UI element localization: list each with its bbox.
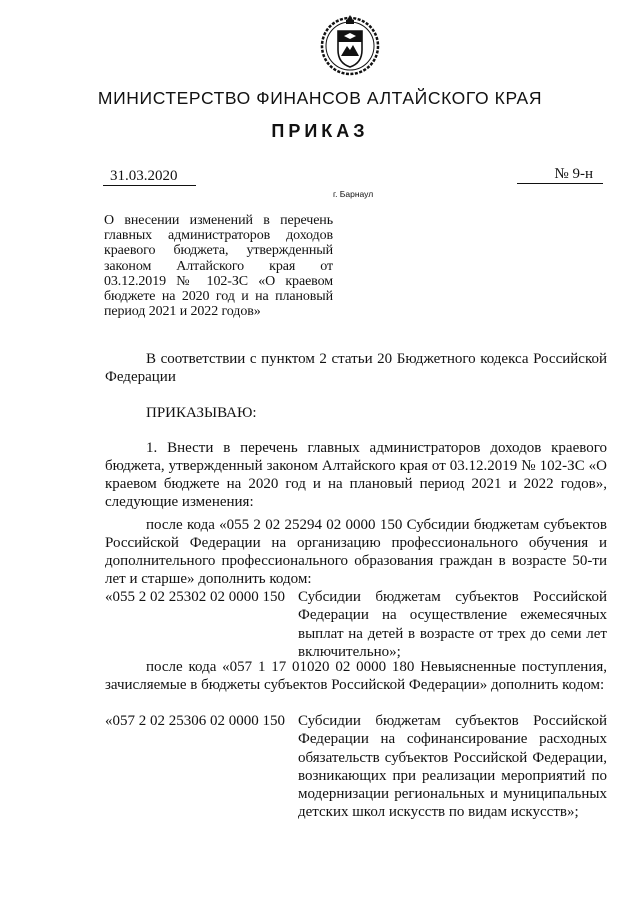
city-label: г. Барнаул — [333, 189, 374, 199]
order-number: № 9-н — [517, 166, 603, 184]
order-keyword: ПРИКАЗЫВАЮ: — [146, 405, 257, 421]
after-code-paragraph-2: после кода «057 1 17 01020 02 0000 180 Невыясненные поступления, зачисляемые в бюджеты субъектов Российской Федерации» дополнить кодом: — [105, 659, 607, 693]
altai-coat-of-arms-icon — [317, 12, 383, 78]
budget-code-entry-1: «055 2 02 25302 02 0000 150 — [105, 589, 285, 605]
legal-basis-paragraph: В соответствии с пунктом 2 статьи 20 Бюджетного кодекса Российской Федерации — [105, 351, 607, 385]
ministry-title: МИНИСТЕРСТВО ФИНАНСОВ АЛТАЙСКОГО КРАЯ — [97, 88, 543, 108]
item-1-paragraph: 1. Внести в перечень главных администраторов доходов краевого бюджета, утвержденный законом Алтайского края от 03.12.2019 № 102-ЗС «О краевом бюджете на 2020 год и на плановый период 2021 и 2022 годов», следующие изменения: — [105, 440, 607, 510]
document-type-title: ПРИКАЗ — [271, 121, 369, 141]
order-date: 31.03.2020 — [103, 168, 196, 186]
budget-code-description-2: Субсидии бюджетам субъектов Российской Федерации на софинансирование расходных обязательств субъектов Российской Федерации, возникающих при реализации мероприятий по модернизации региональных и муниципальных детских школ искусств по видам искусств»; — [298, 713, 607, 821]
budget-code-description-1: Субсидии бюджетам субъектов Российской Федерации на осуществление ежемесячных выплат на детей в возрасте от трех до семи лет включительно»; — [298, 589, 607, 660]
after-code-paragraph-1: после кода «055 2 02 25294 02 0000 150 Субсидии бюджетам субъектов Российской Федерации на организацию профессионального обучения и дополнительного профессионального образования граждан в возрасте 50-ти лет и старше» дополнить кодом: — [105, 517, 607, 587]
budget-code-entry-2: «057 2 02 25306 02 0000 150 — [105, 713, 285, 729]
order-subject: О внесении изменений в перечень главных администраторов доходов краевого бюджета, утвержденный законом Алтайского края от 03.12.2019 № 102-ЗС «О краевом бюджете на 2020 год и на плановый период 2021 и 2022 годов» — [104, 213, 333, 320]
